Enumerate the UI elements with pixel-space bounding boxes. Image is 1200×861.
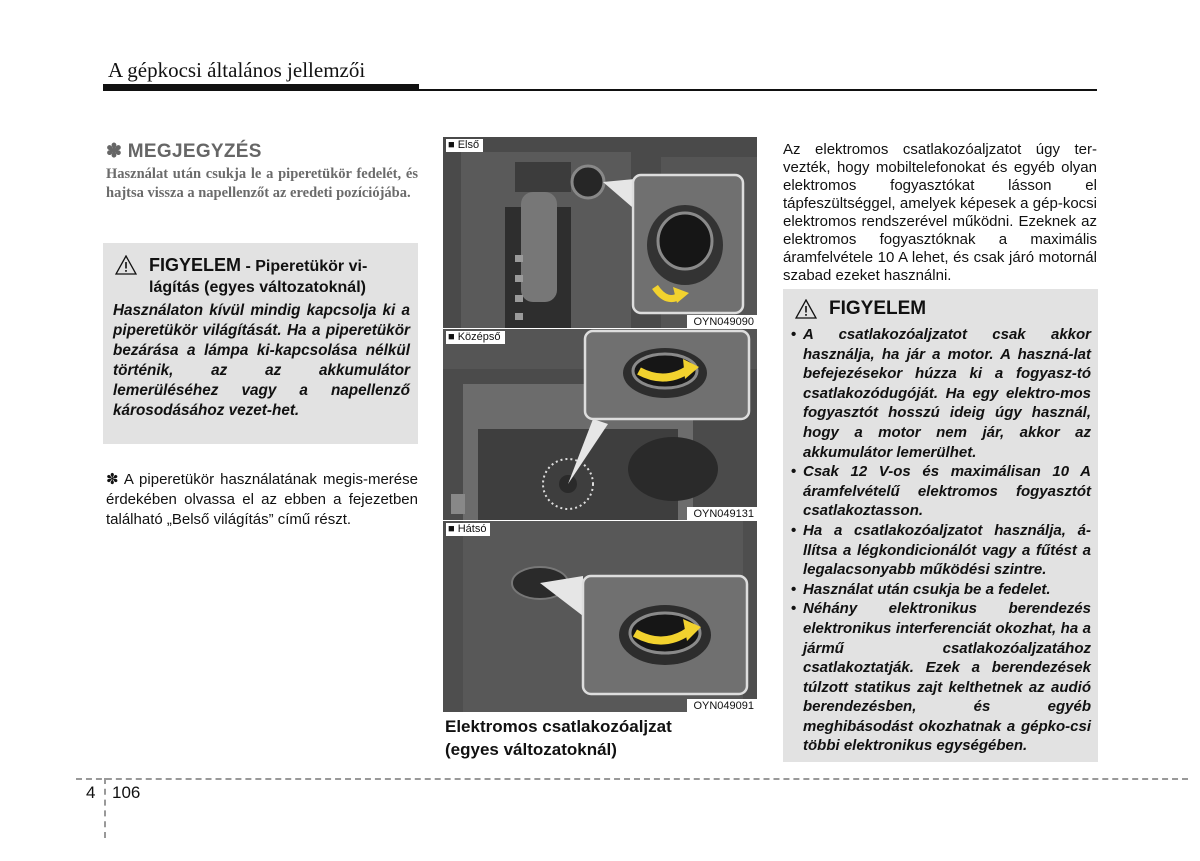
figure-label: ■ Hátsó — [446, 523, 490, 536]
reference-note-symbol: ✽ — [106, 471, 119, 488]
figure-code: OYN049091 — [687, 699, 757, 712]
warning-box-mirror-light — [103, 243, 418, 444]
warning-item: • Csak 12 V-os és maximálisan 10 A áramfelvételű elektromos fogyasztót csatlakoztasson. — [791, 462, 1091, 521]
figure-rear-socket — [443, 521, 757, 712]
header-rule-thick — [103, 84, 419, 91]
warning-triangle-icon — [795, 299, 817, 319]
figure-label: ■ Középső — [446, 331, 505, 344]
rear-console-illustration — [443, 521, 757, 712]
figure-code: OYN049090 — [687, 315, 757, 328]
figure-middle-socket — [443, 329, 757, 520]
right-intro-text: Az elektromos csatlakozóaljzatot úgy ter-vezték, hogy mobiltelefonokat és egyéb olyan elektromos fogyasztókat lásson el tápfeszültséggel, amelyek képesek a gép-kocsi elektromos rendszerével működni. Ezeknek az elektromos fogyasztóknak a maximális áramfelvétele 10 A lehet, és csak járó motornál szabad ezeket használni. — [783, 141, 1097, 284]
note-heading: ✽ MEGJEGYZÉS — [106, 141, 262, 162]
warning-title-line — [149, 255, 367, 276]
figure-front-socket — [443, 137, 757, 328]
caption-line-2: (egyes változatoknál) — [445, 740, 617, 759]
figure-label: ■ Első — [446, 139, 483, 152]
warning-item: • Használat után csukja be a fedelet. — [791, 580, 1091, 600]
warning-box-socket — [783, 289, 1098, 762]
caption-line-1: Elektromos csatlakozóaljzat — [445, 717, 672, 736]
figure-caption — [445, 715, 672, 761]
footer-dashed-divider — [104, 778, 106, 838]
warning-text: Használaton kívül mindig kapcsolja ki a piperetükör világítását. Ha a piperetükör bezárása a lámpa ki-kapcsolása nélkül történik, az az akkumulátor lemerüléséhez vagy a napellenző károsodásához vezet-het. — [113, 302, 410, 419]
reference-note-text: A piperetükör használatának megis-merése érdekében olvassa el az ebben a fejezetben található „Belső világítás” című részt. — [106, 471, 418, 528]
warning-item: • A csatlakozóaljzatot csak akkor használja, ha jár a motor. A haszná-lat befejezésekor húzza ki a fogyasz-tó csatlakozódugóját. Ha egy elektro-mos fogyasztót hosszú ideig úgy használ, hogy a motor nem jár, akkor az akkumulátor lemerülhet. — [791, 325, 1091, 462]
warning-item: • Ha a csatlakozóaljzatot használja, á-llítsa a légkondicionálót vagy a fűtést a legalacsonyabb működési szintre. — [791, 521, 1091, 580]
warning-list — [791, 325, 1091, 756]
warning-subtitle: lágítás (egyes változatoknál) — [149, 279, 366, 296]
note-body: Használat után csukja le a piperetükör fedelét, és hajtsa vissza a napellenzőt az eredeti pozíciójába. — [106, 166, 418, 201]
front-console-illustration — [443, 137, 757, 328]
warning-item: • Néhány elektronikus berendezés elektronikus interferenciát okozhat, ha a jármű csatlakozóaljzatához csatlakoztatják. Ezek a berendezések túlzott statikus zajt kelthetnek az audió berendezésben, és egyéb meghibásodást okozhatnak a gépko-csi többi elektronikus egységében. — [791, 599, 1091, 756]
warning-title-suffix: - Piperetükör vi- — [241, 258, 368, 275]
footer-dashed-rule — [76, 778, 1188, 780]
warning-title: FIGYELEM — [149, 255, 242, 275]
figure-code: OYN049131 — [687, 507, 757, 520]
page-number: 106 — [112, 783, 141, 802]
reference-note — [106, 470, 418, 530]
chapter-number: 4 — [86, 783, 96, 802]
header-rule-thin — [419, 89, 1097, 91]
warning-triangle-icon — [115, 255, 137, 275]
warning-title: FIGYELEM — [829, 298, 927, 319]
page-header-title: A gépkocsi általános jellemzői — [108, 58, 366, 82]
middle-console-illustration — [443, 329, 757, 520]
